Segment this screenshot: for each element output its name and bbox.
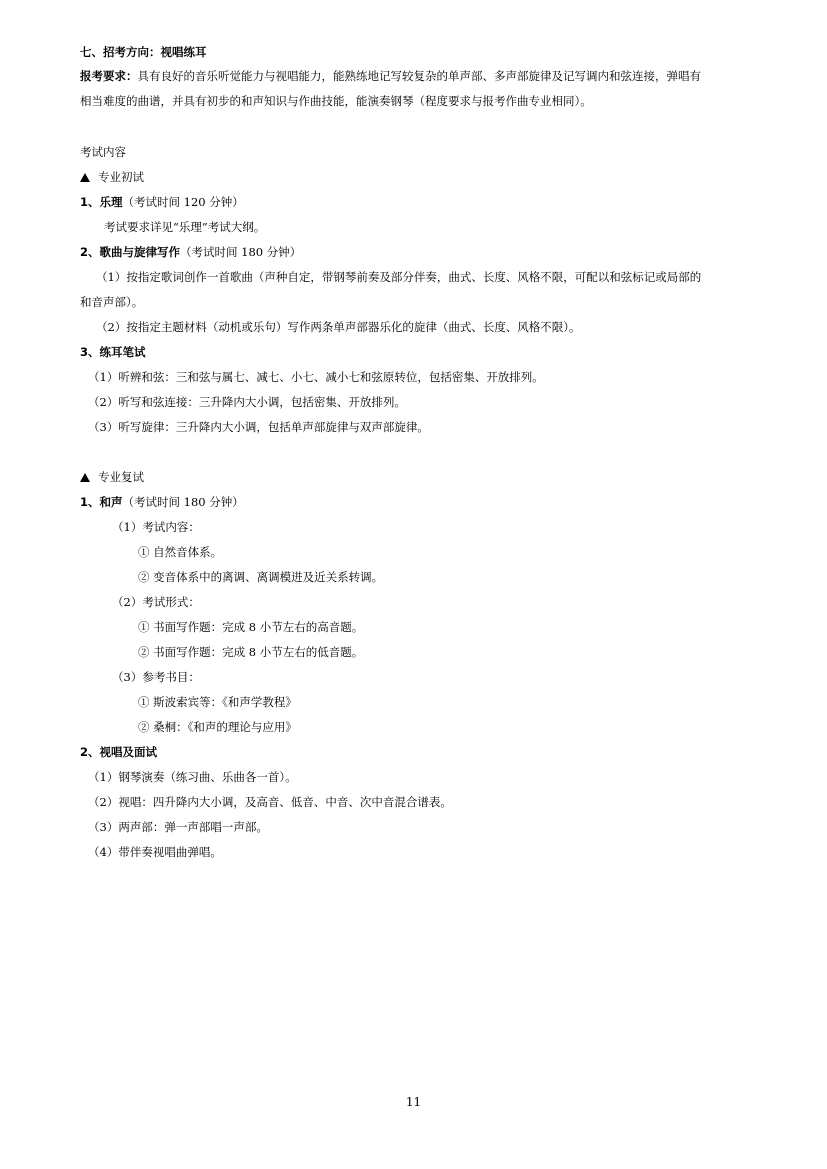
- retest-sub-1: （1）考试内容：: [112, 520, 200, 534]
- requirement-text-2: 相当难度的曲谱，并具有初步的和声知识与作曲技能，能演奏钢琴（程度要求与报考作曲专业相同）。: [80, 94, 592, 108]
- prelim-item-3-p1: （1）听辨和弦：三和弦与属七、减七、小七、减小七和弦原转位，包括密集、开放排列。: [88, 370, 544, 384]
- retest-heading-label: 专业复试: [98, 470, 144, 484]
- prelim-item-3-p2: （2）听写和弦连接：三升降内大小调，包括密集、开放排列。: [88, 395, 406, 409]
- prelim-item-1: [80, 194, 244, 210]
- retest-item-2-p4: （4）带伴奏视唱曲弹唱。: [88, 845, 222, 859]
- prelim-item-1-desc: 考试要求详见“乐理”考试大纲。: [104, 220, 266, 234]
- retest-item-1-time: （考试时间 180 分钟）: [122, 495, 244, 509]
- prelim-item-2-time: （考试时间 180 分钟）: [180, 245, 302, 259]
- retest-sub-3: （3）参考书目：: [112, 670, 200, 684]
- triangle-icon: [80, 473, 90, 482]
- retest-sub-3b: ② 桑桐：《和声的理论与应用》: [138, 720, 297, 734]
- retest-sub-2: （2）考试形式：: [112, 595, 200, 609]
- retest-sub-3a: ① 斯波索宾等：《和声学教程》: [138, 695, 297, 709]
- prelim-item-2-p1b: 和音声部）。: [80, 295, 144, 309]
- prelim-item-2-title: 2、歌曲与旋律写作: [80, 245, 181, 259]
- triangle-icon: [80, 173, 90, 182]
- prelim-item-3-title: 3、练耳笔试: [80, 345, 146, 359]
- prelim-heading-label: 专业初试: [98, 170, 144, 184]
- retest-item-2-p2: （2）视唱：四升降内大小调，及高音、低音、中音、次中音混合谱表。: [88, 795, 452, 809]
- retest-item-1-title: 1、和声: [80, 495, 123, 509]
- requirement-paragraph: [80, 68, 701, 84]
- retest-item-2-title: 2、视唱及面试: [80, 745, 158, 759]
- retest-heading: [80, 469, 144, 485]
- retest-sub-2b: ② 书面写作题：完成 8 小节左右的低音题。: [138, 645, 364, 659]
- requirement-text-1: 具有良好的音乐听觉能力与视唱能力，能熟练地记写较复杂的单声部、多声部旋律及记写调内和弦连接，弹唱有: [137, 69, 701, 83]
- retest-item-2-p3: （3）两声部：弹一声部唱一声部。: [88, 820, 268, 834]
- retest-sub-1b: ② 变音体系中的离调、离调模进及近关系转调。: [138, 570, 384, 584]
- prelim-item-3-p3: （3）听写旋律：三升降内大小调，包括单声部旋律与双声部旋律。: [88, 420, 429, 434]
- prelim-item-1-time: （考试时间 120 分钟）: [122, 195, 244, 209]
- section-title: 七、招考方向：视唱练耳: [80, 45, 207, 59]
- prelim-item-2: [80, 244, 301, 260]
- prelim-item-2-p1a: （1）按指定歌词创作一首歌曲（声种自定，带钢琴前奏及部分伴奏，曲式、长度、风格不限，可配以和弦标记或局部的: [96, 270, 702, 284]
- retest-sub-2a: ① 书面写作题：完成 8 小节左右的高音题。: [138, 620, 364, 634]
- page-number: 11: [405, 1095, 422, 1109]
- prelim-heading: [80, 169, 144, 185]
- prelim-item-2-p2: （2）按指定主题材料（动机或乐句）写作两条单声部器乐化的旋律（曲式、长度、风格不限）。: [96, 320, 581, 334]
- prelim-item-1-title: 1、乐理: [80, 195, 123, 209]
- retest-item-1: [80, 494, 244, 510]
- retest-item-2-p1: （1）钢琴演奏（练习曲、乐曲各一首）。: [88, 770, 297, 784]
- exam-content-heading: 考试内容: [80, 145, 126, 159]
- retest-sub-1a: ① 自然音体系。: [138, 545, 223, 559]
- requirement-label: 报考要求：: [80, 69, 138, 83]
